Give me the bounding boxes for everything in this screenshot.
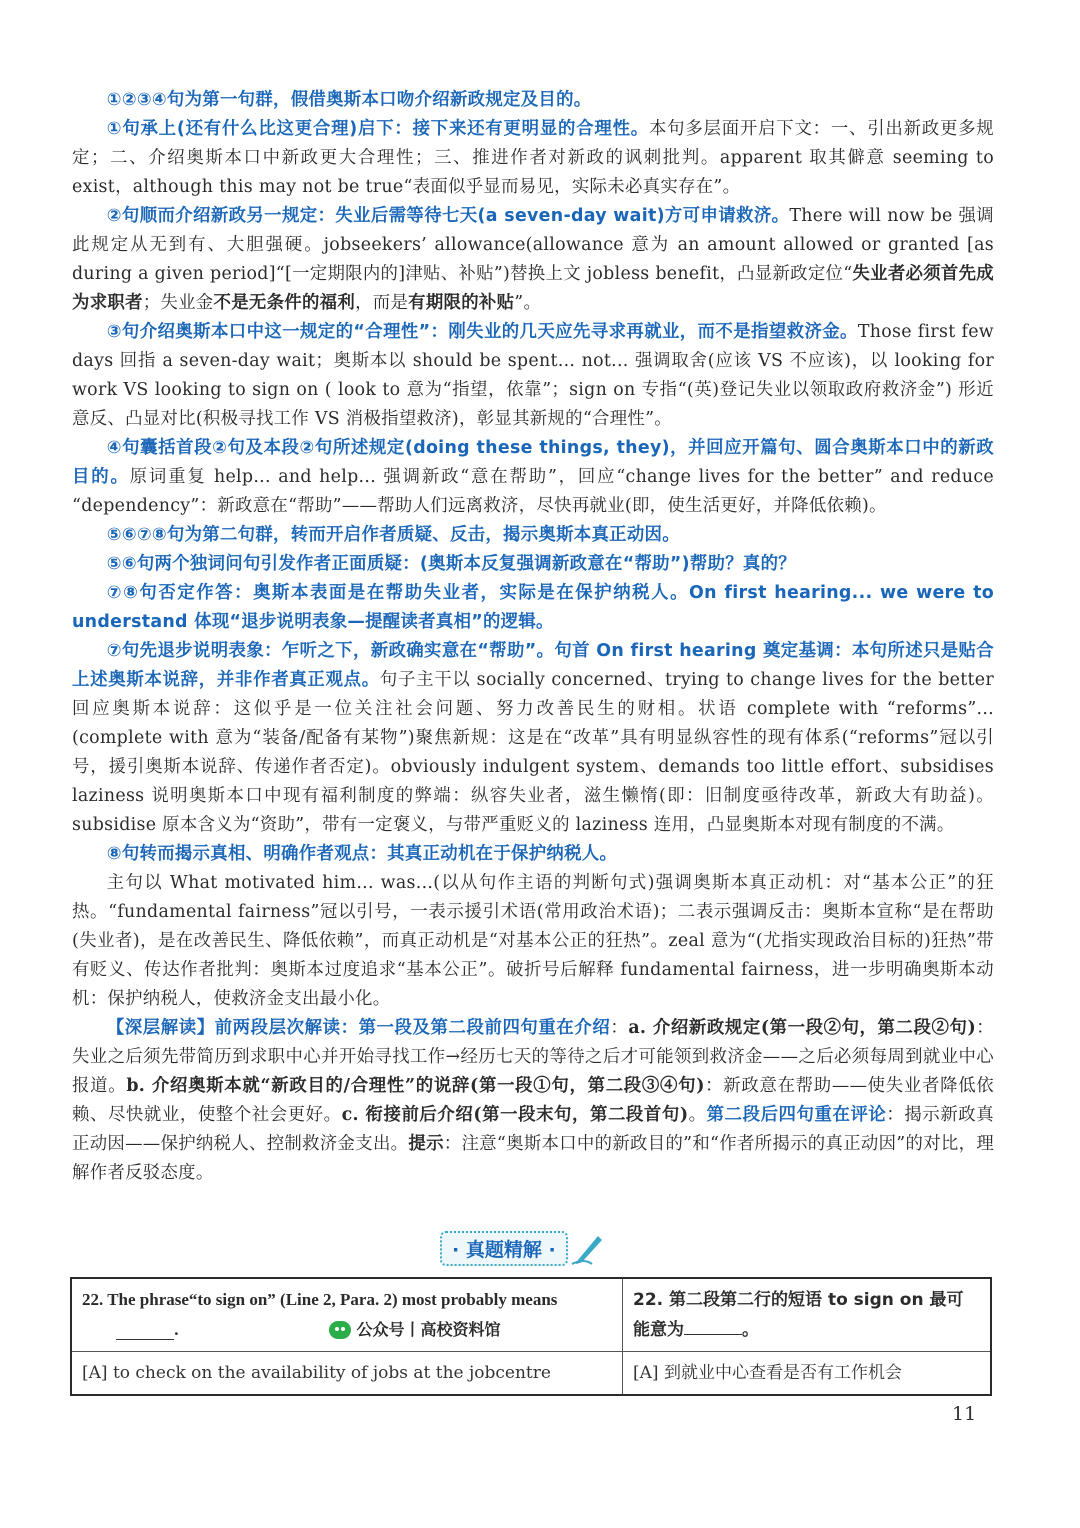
highlight-text: ⑤⑥句两个独词问句引发作者正面质疑：(奥斯本反复强调新政意在“帮助”)帮助？真的？ bbox=[106, 554, 796, 574]
highlight-text: ③句介绍奥斯本口中这一规定的“合理性”：刚失业的几天应先寻求再就业，而不是指望救济金。 bbox=[106, 322, 858, 342]
body-text: ：注意“奥斯本口中的新政目的”和“作者所揭示的真正动因”的对比，理解作者反驳态度。 bbox=[72, 1134, 995, 1183]
analysis-paragraph bbox=[72, 202, 994, 318]
body-text: ”。 bbox=[514, 293, 542, 313]
question-stem-en: 22. The phrase“to sign on” (Line 2, Para. 2) most probably means bbox=[82, 1290, 558, 1309]
wechat-watermark bbox=[329, 1315, 501, 1345]
analysis-paragraph bbox=[72, 115, 994, 202]
analysis-paragraph bbox=[72, 318, 994, 434]
analysis-paragraph bbox=[72, 434, 994, 521]
highlight-text: ②句顺而介绍新政另一规定：失业后需等待七天(a seven-day wait)方可申请救济。 bbox=[106, 206, 790, 226]
highlight-text: 【深层解读】前两段层次解读：第一段及第二段前四句重在介绍 bbox=[106, 1018, 611, 1038]
analysis-paragraph bbox=[72, 869, 994, 1014]
option-a-zh: [A] 到就业中心查看是否有工作机会 bbox=[623, 1352, 992, 1396]
pen-icon bbox=[570, 1230, 606, 1266]
section-title-label: · 真题精解 · bbox=[440, 1231, 568, 1266]
highlight-text: 第二段后四句重在评论 bbox=[706, 1105, 887, 1125]
body-text: ，而是 bbox=[355, 293, 409, 313]
analysis-paragraph bbox=[72, 86, 994, 115]
body-text: Those first few days 回指 a seven-day wait；奥斯本以 should be spent... not... 强调取舍(应该 VS 不应该)，以 looking for work VS looking to sign on ( look to 意为“指望，依靠”；sign on 专指“(英)登记失业以领取政府救济金”) 形近意反、凸显对比(积极寻找工作 VS 消极指望救济)，彰显其新规的“合理性”。 bbox=[72, 322, 994, 429]
deep-reading-paragraph bbox=[72, 1014, 994, 1188]
body-text: 句子主干以 socially concerned、trying to change lives for the better 回应奥斯本说辞：这似乎是一位关注社会问题、努力改善民生的财相。状语 complete with “reforms”...(complete with 意为“装备/配备有某物”)聚焦新规：这是在“改革”具有明显纵容性的现有体系(“reforms”冠以引号，援引奥斯本说辞、传递作者否定)。obviously indulgent system、demands too little effort、subsidises laziness 说明奥斯本口中现有福利制度的弊端：纵容失业者，滋生懒惰(即：旧制度亟待改革，新政大有助益)。subsidise 原本含义为“资助”，带有一定褒义，与带严重贬义的 laziness 连用，凸显奥斯本对现有制度的不满。 bbox=[72, 670, 995, 835]
highlight-text: ⑧句转而揭示真相、明确作者观点：其真正动机在于保护纳税人。 bbox=[106, 844, 618, 864]
analysis-paragraph bbox=[72, 550, 994, 579]
body-text: c. 衔接前后介绍(第一段末句，第二段首句) bbox=[341, 1105, 689, 1125]
option-a-en: [A] to check on the availability of jobs at the jobcentre bbox=[71, 1352, 623, 1396]
body-text: 提示 bbox=[408, 1134, 444, 1154]
body-text: There will now be 强调此规定从无到有、大胆强硬。jobseekers’ allowance(allowance 意为 an amount allowed or granted [as during a given period]“[一定期限内的]津贴、补贴”)替换上文 jobless benefit，凸显新政定位“ bbox=[72, 206, 994, 284]
body-text: 。 bbox=[688, 1105, 707, 1125]
page-number: 11 bbox=[952, 1403, 977, 1425]
question-table bbox=[70, 1277, 992, 1396]
body-text: ；失业金 bbox=[142, 293, 214, 313]
analysis-paragraph bbox=[72, 579, 994, 637]
body-text: 主句以 What motivated him... was...(以从句作主语的判断句式)强调奥斯本真正动机：对“基本公正”的狂热。“fundamental fairness”冠以引号，一表示援引术语(常用政治术语)；二表示强调反击：奥斯本宣称“是在帮助(失业者)，是在改善民生、降低依赖”，而真正动机是“对基本公正的狂热”。zeal 意为“(尤指实现政治目标的)狂热”带有贬义、传达作者批判：奥斯本过度追求“基本公正”。破折号后解释 fundamental fairness，进一步明确奥斯本动机：保护纳税人，使救济金支出最小化。 bbox=[72, 873, 994, 1009]
body-text: 有期限的补贴 bbox=[408, 293, 515, 313]
answer-blank bbox=[116, 1321, 174, 1340]
highlight-text: ④句囊括首段②句及本段②句所述规定(doing these things, they)，并回应开篇句、圆合奥斯本口中的新政目的。 bbox=[72, 438, 994, 487]
question-stem-zh-cell bbox=[623, 1278, 992, 1352]
analysis-paragraph bbox=[72, 637, 994, 840]
highlight-text: ①②③④句为第一句群，假借奥斯本口吻介绍新政规定及目的。 bbox=[106, 90, 592, 110]
wechat-icon bbox=[329, 1321, 351, 1339]
analysis-body bbox=[72, 86, 994, 1188]
body-text: ：新政意在帮助——使失业者降低依赖、尽快就业，使整个社会更好。 bbox=[72, 1076, 994, 1125]
body-text: 失业者必须首先成为求职者 bbox=[72, 264, 994, 313]
analysis-paragraph bbox=[72, 840, 994, 869]
body-text: ：失业之后须先带简历到求职中心并开始寻找工作→经历七天的等待之后才可能领到救济金——之后必须每周到就业中心报道。 bbox=[72, 1018, 994, 1096]
wechat-label: 公众号丨高校资料馆 bbox=[356, 1320, 501, 1339]
body-text: 原词重复 help... and help... 强调新政“意在帮助”，回应“change lives for the better” and reduce “dependency”：新政意在“帮助”——帮助人们远离救济，尽快再就业(即，使生活更好，并降低依赖)。 bbox=[72, 467, 994, 516]
highlight-text: ①句承上(还有什么比这更合理)启下：接下来还有更明显的合理性。 bbox=[106, 119, 649, 139]
highlight-text: ⑤⑥⑦⑧句为第二句群，转而开启作者质疑、反击，揭示奥斯本真正动因。 bbox=[106, 525, 680, 545]
body-text: b. 介绍奥斯本就“新政目的/合理性”的说辞(第一段①句，第二段③④句) bbox=[126, 1076, 705, 1096]
body-text: ： bbox=[610, 1018, 629, 1038]
question-stem-row bbox=[71, 1278, 991, 1352]
question-stem-zh-end: 。 bbox=[742, 1320, 759, 1340]
body-text: ：揭示新政真正动因——保护纳税人、控制救济金支出。 bbox=[72, 1105, 994, 1154]
section-title bbox=[440, 1230, 606, 1266]
answer-blank-zh bbox=[684, 1316, 742, 1335]
option-row bbox=[71, 1352, 991, 1396]
body-text: 本句多层面开启下文：一、引出新政更多规定；二、介绍奥斯本口中新政更大合理性；三、推进作者对新政的讽刺批判。apparent 取其僻意 seeming to exist，although this may not be true“表面似乎显而易见，实际未必真实存在”。 bbox=[72, 119, 994, 197]
highlight-text: ⑦⑧句否定作答：奥斯本表面是在帮助失业者，实际是在保护纳税人。On first hearing... we were to understand 体现“退步说明表象—提醒读者真相”的逻辑。 bbox=[72, 583, 994, 632]
question-stem-zh: 22. 第二段第二行的短语 to sign on 最可能意为 bbox=[633, 1290, 964, 1340]
question-stem-end: . bbox=[174, 1320, 179, 1339]
highlight-text: ⑦句先退步说明表象：乍听之下，新政确实意在“帮助”。句首 On first hearing 奠定基调：本句所述只是贴合上述奥斯本说辞，并非作者真正观点。 bbox=[72, 641, 994, 690]
question-stem-en-cell bbox=[71, 1278, 623, 1352]
body-text: a. 介绍新政规定(第一段②句，第二段②句) bbox=[628, 1018, 976, 1038]
body-text: 不是无条件的福利 bbox=[213, 293, 356, 313]
analysis-paragraph bbox=[72, 521, 994, 550]
